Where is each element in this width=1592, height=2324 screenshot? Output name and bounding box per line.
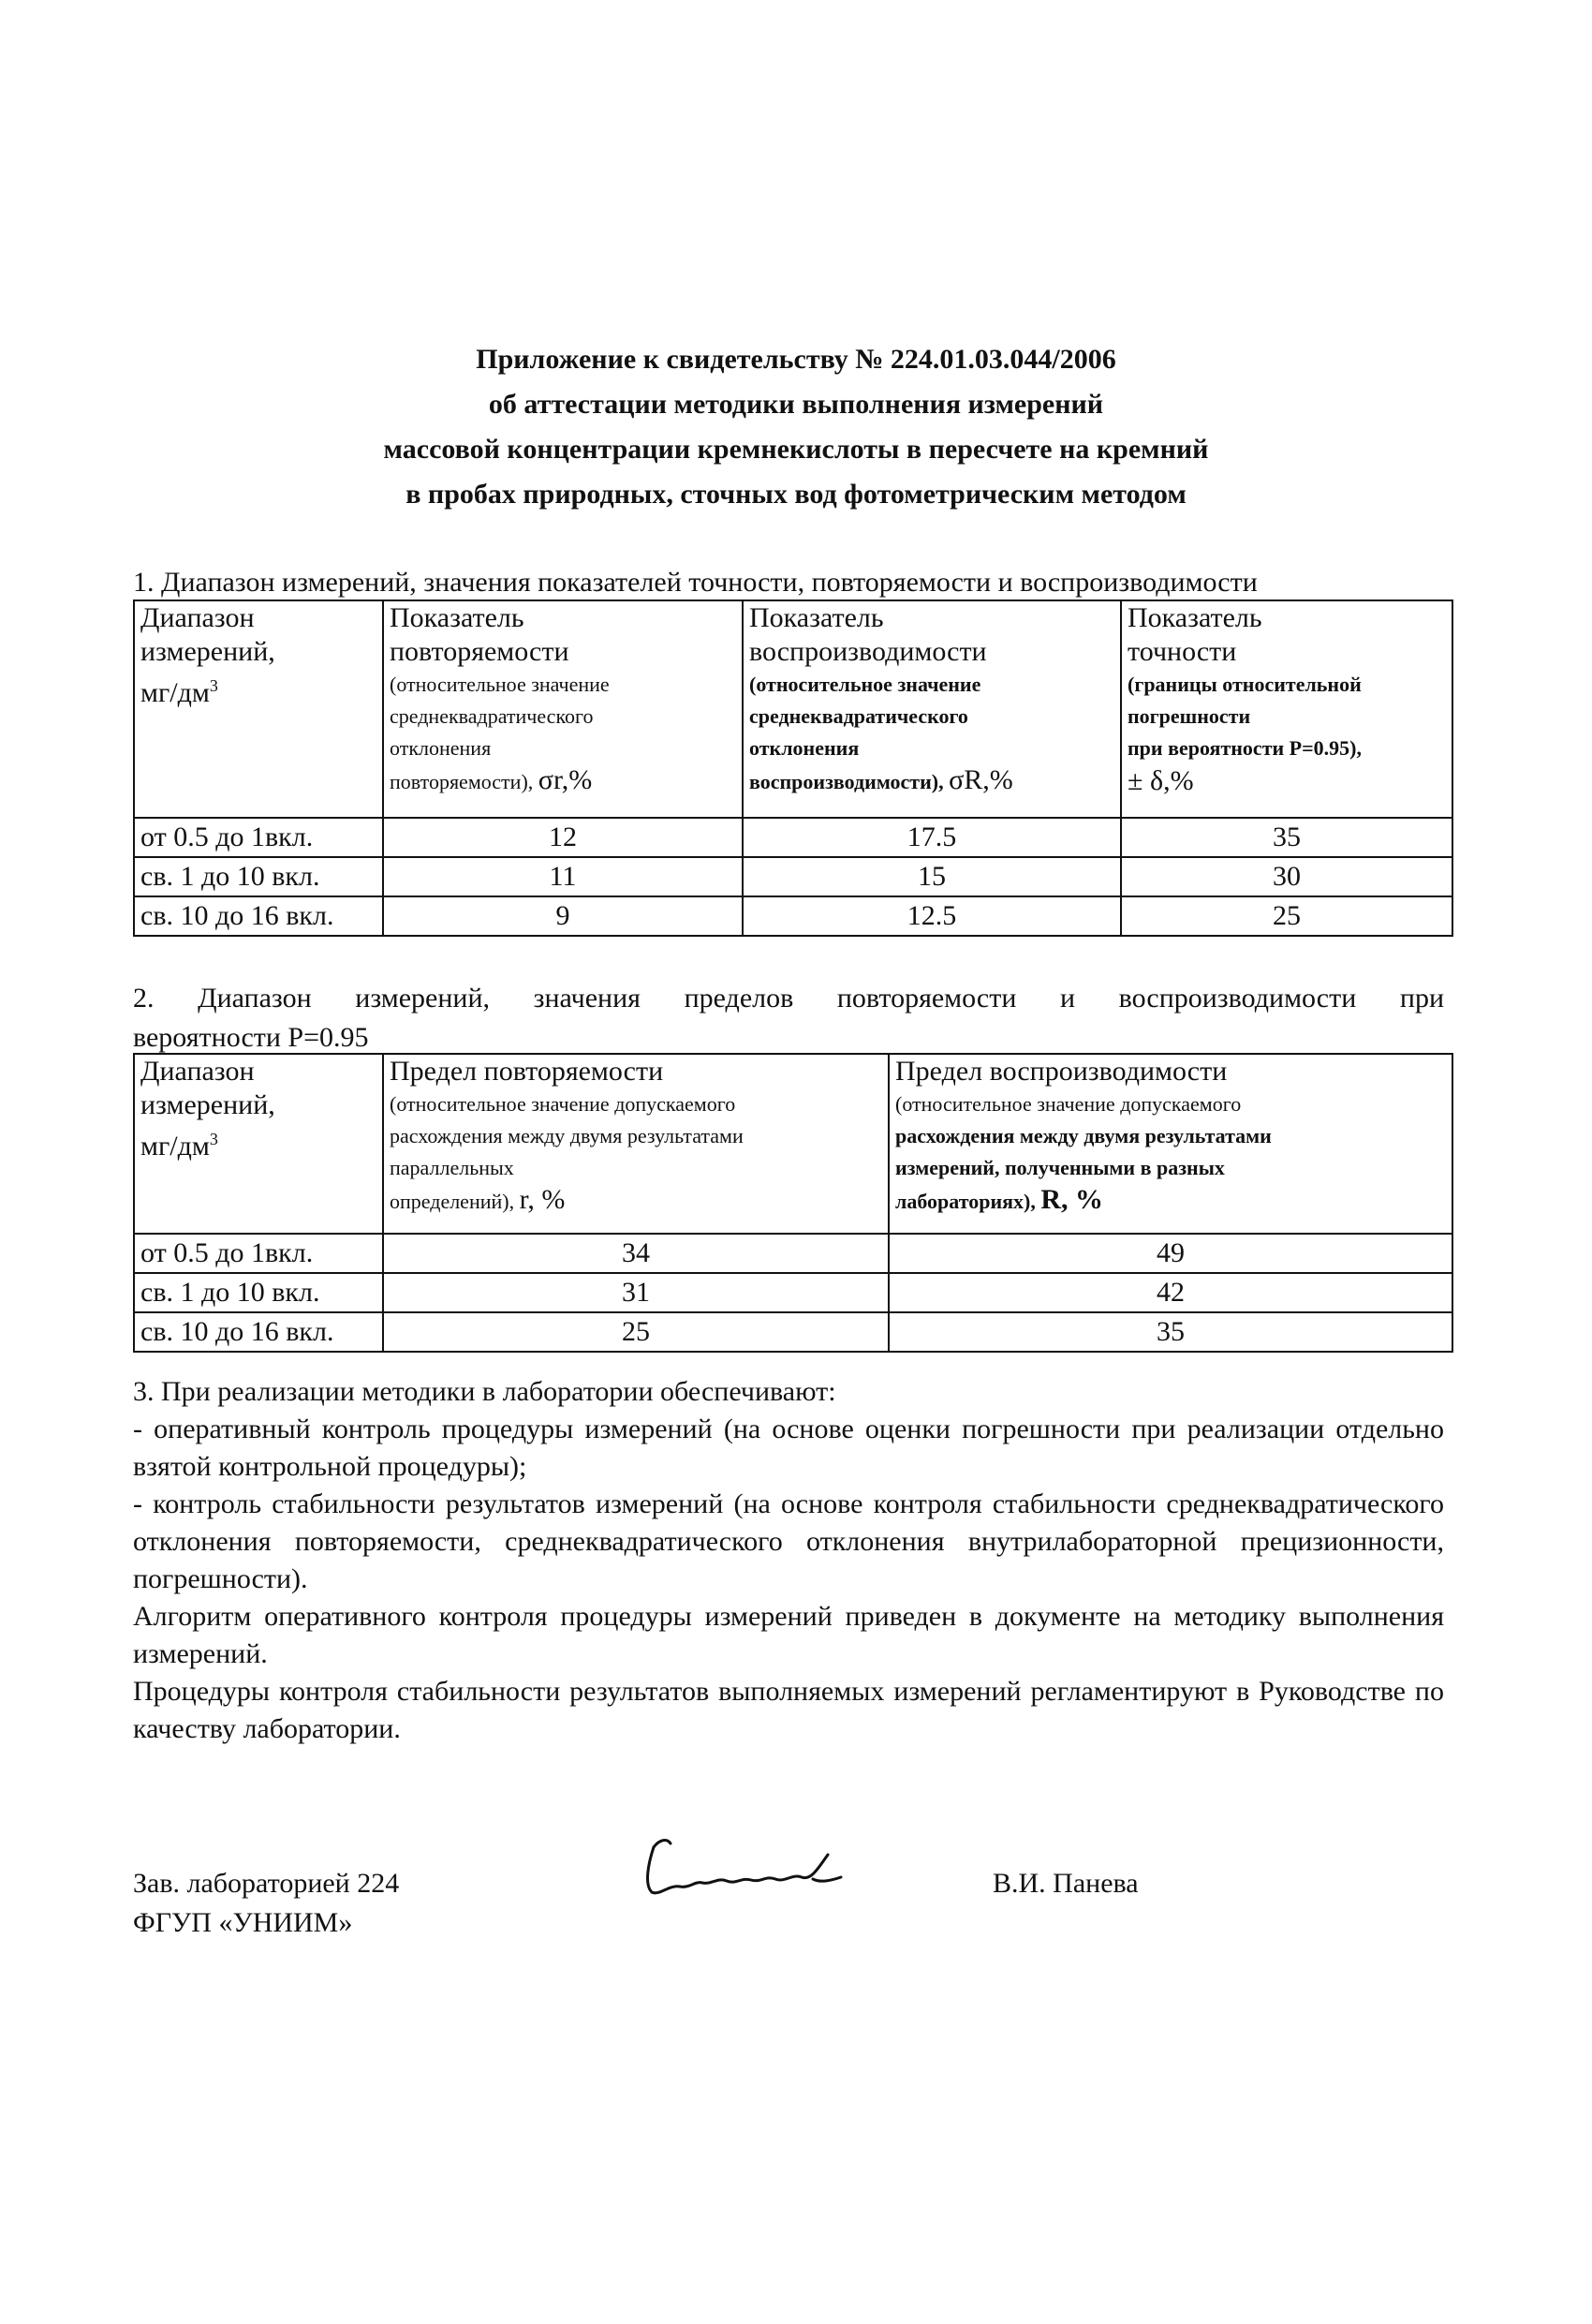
value-cell: 12: [383, 818, 743, 857]
title-line-1: Приложение к свидетельству № 224.01.03.044/2006: [476, 344, 1116, 375]
header-repeatability-limit: Предел повторяемости (относительное значение допускаемого расхождения между двумя результатами параллельных определений), r, %: [383, 1054, 889, 1234]
header-reproducibility: Показатель воспроизводимости (относительное значение среднеквадратического отклонения воспроизводимости), σR,%: [743, 600, 1121, 818]
section1-caption: 1. Диапазон измерений, значения показателей точности, повторяемости и воспроизводимости: [133, 567, 1258, 598]
signer-position-line-2: ФГУП «УНИИМ»: [133, 1907, 353, 1938]
title-line-3: массовой концентрации кремнекислоты в пересчете на кремний: [383, 434, 1209, 465]
section2-caption-line-2: вероятности Р=0.95: [133, 1022, 369, 1053]
table-row: [134, 1234, 1452, 1273]
range-cell: св. 10 до 16 вкл.: [134, 1312, 383, 1352]
handwritten-signature: [627, 1827, 862, 1911]
header-range: Диапазон измерений, $мг/дм^3$: [134, 600, 383, 818]
section2-caption-line-1: 2. Диапазон измерений, значения пределов повторяемости и воспроизводимости при: [133, 983, 1444, 1014]
value-cell: 25: [1121, 896, 1452, 936]
value-cell: 11: [383, 857, 743, 896]
value-cell: 49: [889, 1234, 1452, 1273]
value-cell: 35: [1121, 818, 1452, 857]
limits-table: [133, 1053, 1453, 1353]
range-cell: св. 1 до 10 вкл.: [134, 1273, 383, 1312]
table-row: [134, 1312, 1452, 1352]
header-range: Диапазон измерений, $мг/дм^3$: [134, 1054, 383, 1234]
section3-paragraph: - контроль стабильности результатов измерений (на основе контроля стабильности среднеквадратического отклонения повторяемости, среднеквадратического отклонения внутрилабораторной прецизионности, погрешности).: [133, 1488, 1444, 1594]
range-cell: св. 1 до 10 вкл.: [134, 857, 383, 896]
header-reproducibility-limit: Предел воспроизводимости (относительное значение допускаемого расхождения между двумя результатами измерений, полученными в разных лабораториях), R, %: [889, 1054, 1452, 1234]
value-cell: 25: [383, 1312, 889, 1352]
value-cell: 17.5: [743, 818, 1121, 857]
value-cell: 30: [1121, 857, 1452, 896]
accuracy-table-header: [134, 600, 1452, 818]
limits-table-header: [134, 1054, 1452, 1234]
section3-paragraph: Алгоритм оперативного контроля процедуры измерений приведен в документе на методику выполнения измерений.: [133, 1601, 1444, 1669]
value-cell: 9: [383, 896, 743, 936]
section3-paragraph: Процедуры контроля стабильности результатов выполняемых измерений регламентируют в Руководстве по качеству лаборатории.: [133, 1676, 1444, 1744]
range-cell: от 0.5 до 1вкл.: [134, 818, 383, 857]
value-cell: 12.5: [743, 896, 1121, 936]
document-title: [187, 337, 1405, 517]
range-cell: от 0.5 до 1вкл.: [134, 1234, 383, 1273]
section3-paragraph: - оперативный контроль процедуры измерений (на основе оценки погрешности при реализации отдельно взятой контрольной процедуры);: [133, 1414, 1444, 1482]
table-row: [134, 818, 1452, 857]
value-cell: 34: [383, 1234, 889, 1273]
value-cell: 31: [383, 1273, 889, 1312]
section3-paragraph: 3. При реализации методики в лаборатории обеспечивают:: [133, 1376, 836, 1407]
header-accuracy: Показатель точности (границы относительной погрешности при вероятности Р=0.95), ± δ,%: [1121, 600, 1452, 818]
section3-text: [133, 1373, 1444, 1748]
title-line-2: об аттестации методики выполнения измерений: [488, 389, 1104, 420]
value-cell: 15: [743, 857, 1121, 896]
value-cell: 35: [889, 1312, 1452, 1352]
signer-position: [133, 1864, 399, 1943]
table-row: [134, 857, 1452, 896]
table-row: [134, 896, 1452, 936]
table-row: [134, 1273, 1452, 1312]
range-cell: св. 10 до 16 вкл.: [134, 896, 383, 936]
accuracy-table: [133, 600, 1453, 937]
signer-position-line-1: Зав. лабораторией 224: [133, 1868, 400, 1899]
signer-name: В.И. Панева: [993, 1868, 1139, 1899]
value-cell: 42: [889, 1273, 1452, 1312]
header-repeatability: Показатель повторяемости (относительное значение среднеквадратического отклонения повторяемости), σr,%: [383, 600, 743, 818]
title-line-4: в пробах природных, сточных вод фотометрическим методом: [405, 479, 1187, 510]
